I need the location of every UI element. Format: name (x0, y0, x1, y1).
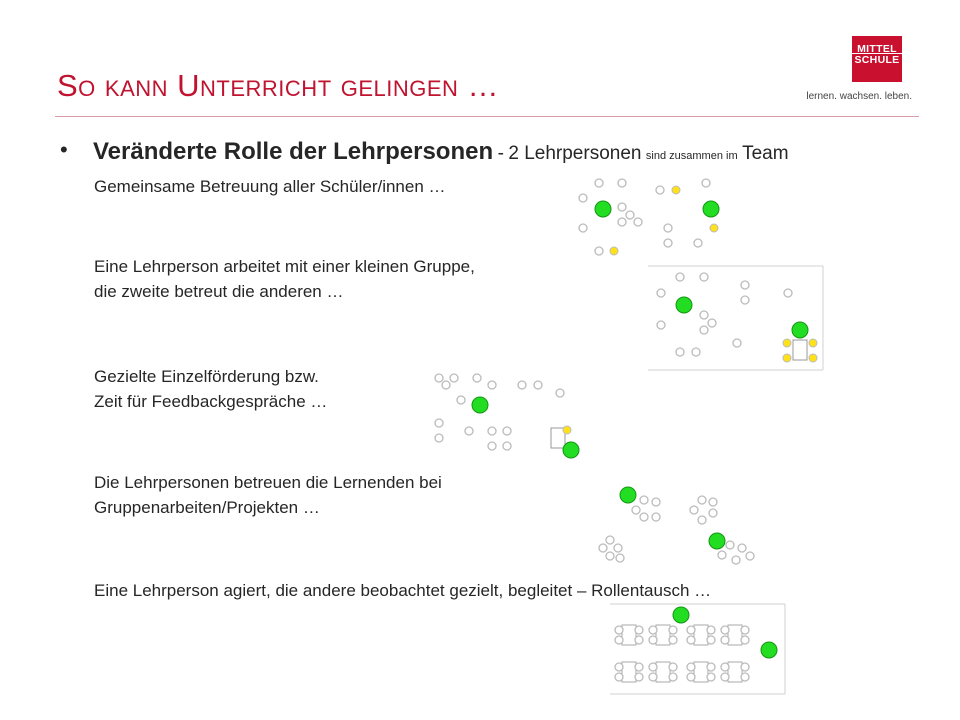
teacher-circle (709, 533, 725, 549)
student-circle (709, 509, 717, 517)
student-circle (616, 554, 624, 562)
student-circle (435, 434, 443, 442)
student-circle (465, 427, 473, 435)
student-circle (640, 496, 648, 504)
teacher-circle (472, 397, 488, 413)
student-circle (698, 516, 706, 524)
student-circle (656, 186, 664, 194)
student-circle (606, 552, 614, 560)
logo-line2: SCHULE (854, 54, 900, 66)
student-circle (676, 348, 684, 356)
desk-unit (649, 625, 677, 645)
bullet-part1: 2 Lehrpersonen (508, 143, 642, 164)
student-circle (606, 536, 614, 544)
highlighted-student (809, 354, 817, 362)
scenario-3-line2: Zeit für Feedbackgespräche … (94, 392, 328, 411)
highlighted-student (783, 354, 791, 362)
student-circle (746, 552, 754, 560)
student-circle (733, 339, 741, 347)
student-circle (741, 281, 749, 289)
bullet-separator: - (497, 143, 504, 164)
student-circle (435, 374, 443, 382)
student-circle (534, 381, 542, 389)
student-circle (700, 326, 708, 334)
diagram-individual-support (435, 374, 579, 458)
bullet-heading: Veränderte Rolle der Lehrpersonen (93, 138, 494, 165)
student-circle (595, 179, 603, 187)
logo-line1: MITTEL (857, 43, 897, 55)
student-circle (694, 239, 702, 247)
student-circle (579, 224, 587, 232)
student-circle (599, 544, 607, 552)
highlighted-student (783, 339, 791, 347)
student-circle (652, 513, 660, 521)
teacher-circle (563, 442, 579, 458)
teacher-circle (620, 487, 636, 503)
student-circle (700, 311, 708, 319)
desk-unit (615, 662, 643, 682)
scenario-2-line1: Eine Lehrperson arbeitet mit einer kleinen Gruppe, (94, 257, 475, 276)
highlighted-student (610, 247, 618, 255)
desk-unit (687, 625, 715, 645)
highlighted-student (672, 186, 680, 194)
student-circle (556, 389, 564, 397)
scenario-5-line1: Eine Lehrperson agiert, die andere beobachtet gezielt, begleitet – Rollentausch … (94, 581, 712, 600)
student-circle (698, 496, 706, 504)
student-circle (657, 289, 665, 297)
student-circle (614, 544, 622, 552)
scenario-1-line1: Gemeinsame Betreuung aller Schüler/innen … (94, 177, 446, 196)
highlighted-student (809, 339, 817, 347)
teacher-circle (676, 297, 692, 313)
student-circle (488, 381, 496, 389)
student-circle (784, 289, 792, 297)
slide-title: So kann Unterricht gelingen … (57, 68, 500, 103)
bullet-part2: sind zusammen im (645, 150, 738, 162)
desk-unit (721, 625, 749, 645)
student-circle (442, 381, 450, 389)
highlighted-student (710, 224, 718, 232)
student-circle (738, 544, 746, 552)
student-circle (457, 396, 465, 404)
group-table (793, 340, 807, 360)
teacher-circle (595, 201, 611, 217)
student-circle (632, 506, 640, 514)
student-circle (708, 319, 716, 327)
student-circle (435, 419, 443, 427)
diagram-group-work (599, 487, 754, 564)
student-circle (692, 348, 700, 356)
student-circle (732, 556, 740, 564)
diagram-team-teaching (579, 179, 719, 255)
student-circle (634, 218, 642, 226)
diagram-observation (610, 604, 785, 694)
desk-unit (615, 625, 643, 645)
student-circle (700, 273, 708, 281)
student-circle (664, 239, 672, 247)
scenario-4-line2: Gruppenarbeiten/Projekten … (94, 498, 320, 517)
student-circle (488, 442, 496, 450)
student-circle (718, 551, 726, 559)
teacher-circle (703, 201, 719, 217)
student-circle (690, 506, 698, 514)
scenario-3-line1: Gezielte Einzelförderung bzw. (94, 367, 319, 386)
student-circle (702, 179, 710, 187)
teacher-circle (673, 607, 689, 623)
student-circle (595, 247, 603, 255)
student-circle (676, 273, 684, 281)
bullet-part3: Team (742, 143, 789, 164)
desk-unit (649, 662, 677, 682)
student-circle (741, 296, 749, 304)
desk-unit (687, 662, 715, 682)
student-circle (652, 498, 660, 506)
scenario-4-line1: Die Lehrpersonen betreuen die Lernenden bei (94, 473, 442, 492)
student-circle (488, 427, 496, 435)
diagram-small-group (648, 266, 823, 370)
student-circle (579, 194, 587, 202)
desk-unit (721, 662, 749, 682)
student-circle (503, 427, 511, 435)
student-circle (518, 381, 526, 389)
teacher-circle (761, 642, 777, 658)
student-circle (503, 442, 511, 450)
logo-tagline: lernen. wachsen. leben. (806, 91, 912, 102)
student-circle (709, 498, 717, 506)
student-circle (450, 374, 458, 382)
student-circle (657, 321, 665, 329)
highlighted-student (563, 426, 571, 434)
student-circle (618, 203, 626, 211)
student-circle (726, 541, 734, 549)
teacher-circle (792, 322, 808, 338)
student-circle (640, 513, 648, 521)
student-circle (664, 224, 672, 232)
student-circle (618, 179, 626, 187)
bullet-dot-icon: • (60, 137, 68, 162)
student-circle (618, 218, 626, 226)
scenario-2-line2: die zweite betreut die anderen … (94, 282, 344, 301)
student-circle (626, 211, 634, 219)
student-circle (473, 374, 481, 382)
